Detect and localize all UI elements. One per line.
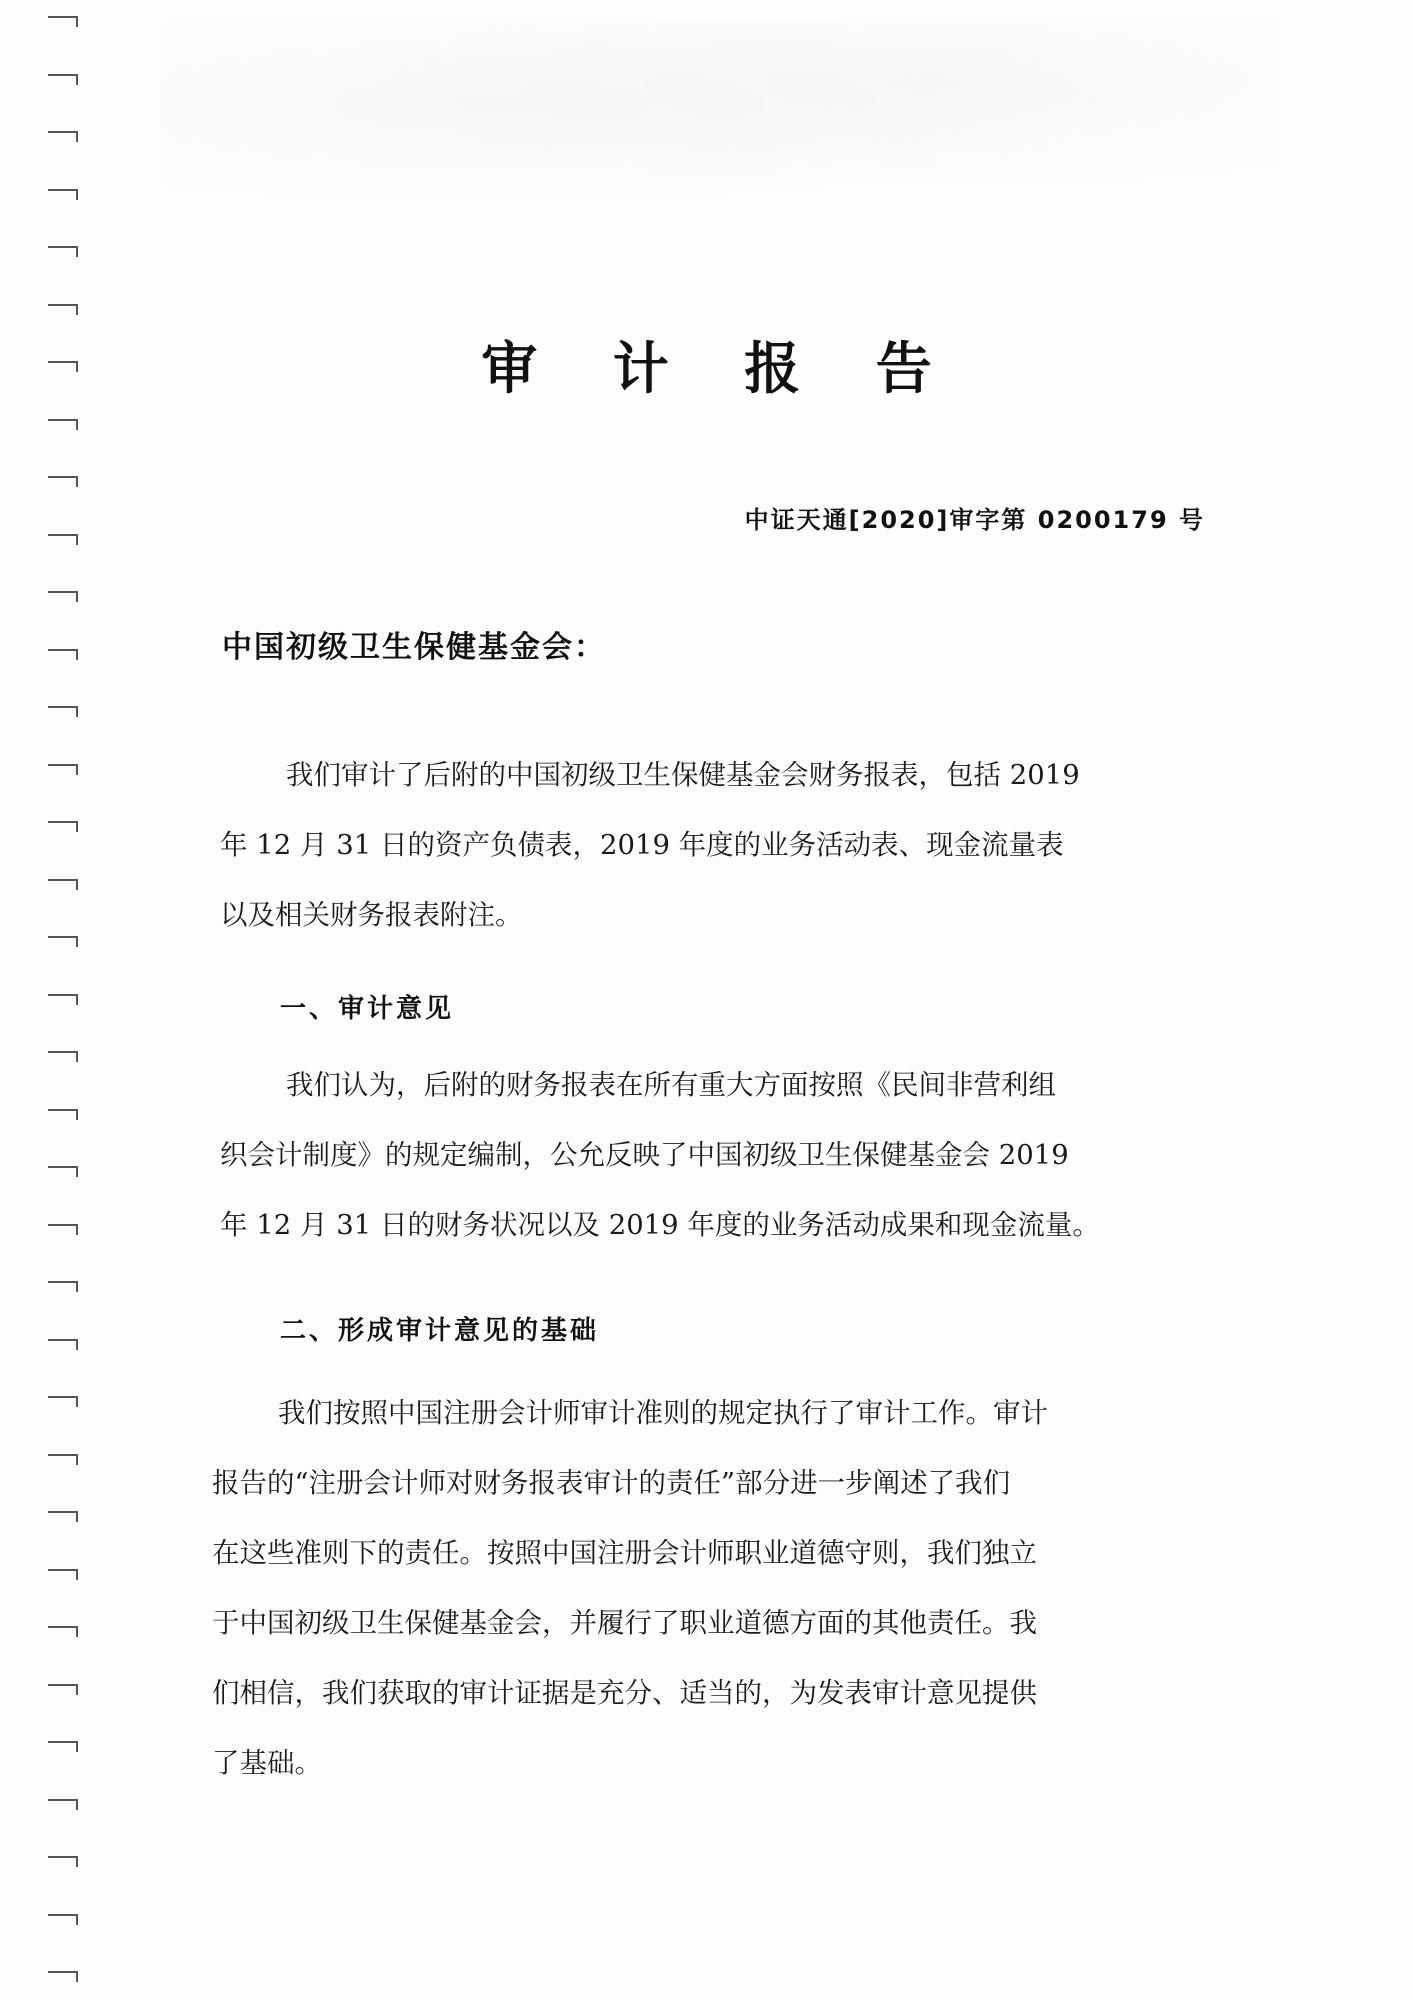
- binding-mark: [48, 1224, 78, 1235]
- binding-mark: [48, 1569, 78, 1580]
- binding-mark: [48, 131, 78, 142]
- binding-mark: [48, 879, 78, 890]
- addressee: 中国初级卫生保健基金会：: [222, 630, 606, 665]
- binding-mark: [48, 821, 78, 832]
- binding-mark: [48, 706, 78, 717]
- binding-mark: [48, 1856, 78, 1867]
- binding-mark: [48, 74, 78, 85]
- binding-mark: [48, 1166, 78, 1177]
- document-number: 中证天通[2020]审字第 0200179 号: [744, 506, 1205, 534]
- binding-mark: [48, 1626, 78, 1637]
- binding-mark: [48, 1109, 78, 1120]
- section2-line4: 于中国初级卫生保健基金会，并履行了职业道德方面的其他责任。我: [212, 1607, 1037, 1639]
- section1-line1: 我们认为，后附的财务报表在所有重大方面按照《民间非营利组: [286, 1069, 1056, 1101]
- binding-mark: [48, 1396, 78, 1407]
- binding-mark: [48, 534, 78, 545]
- binding-mark: [48, 1799, 78, 1810]
- binding-mark: [48, 304, 78, 315]
- binding-mark: [48, 936, 78, 947]
- binding-mark: [48, 649, 78, 660]
- document-title: 审 计 报 告: [481, 337, 960, 402]
- section2-line2: 报告的“注册会计师对财务报表审计的责任”部分进一步阐述了我们: [212, 1467, 1011, 1499]
- binding-mark: [48, 246, 78, 257]
- binding-mark: [48, 1741, 78, 1752]
- binding-mark: [48, 1454, 78, 1465]
- binding-mark: [48, 476, 78, 487]
- section2-line6: 了基础。: [212, 1747, 322, 1779]
- binding-mark: [48, 1051, 78, 1062]
- binding-mark: [48, 764, 78, 775]
- section1-heading: 一、审计意见: [280, 994, 455, 1024]
- binding-mark: [48, 16, 78, 27]
- section2-heading: 二、形成审计意见的基础: [280, 1316, 600, 1346]
- binding-mark: [48, 1971, 78, 1982]
- section2-line1: 我们按照中国注册会计师审计准则的规定执行了审计工作。审计: [278, 1397, 1048, 1429]
- paragraph1-line2: 年 12 月 31 日的资产负债表，2019 年度的业务活动表、现金流量表: [220, 829, 1064, 861]
- section2-line5: 们相信，我们获取的审计证据是充分、适当的，为发表审计意见提供: [212, 1677, 1037, 1709]
- scan-noise: [160, 20, 1280, 230]
- binding-mark: [48, 1914, 78, 1925]
- section1-line3: 年 12 月 31 日的财务状况以及 2019 年度的业务活动成果和现金流量。: [220, 1209, 1100, 1241]
- binding-mark: [48, 419, 78, 430]
- binding-mark: [48, 1281, 78, 1292]
- binding-mark: [48, 994, 78, 1005]
- binding-mark: [48, 1511, 78, 1522]
- binding-mark: [48, 1339, 78, 1350]
- binding-mark: [48, 591, 78, 602]
- binding-mark: [48, 1684, 78, 1695]
- binding-mark: [48, 189, 78, 200]
- paragraph1-line1: 我们审计了后附的中国初级卫生保健基金会财务报表，包括 2019: [286, 759, 1080, 791]
- paragraph1-line3: 以及相关财务报表附注。: [220, 899, 523, 931]
- binding-holes: [40, 0, 80, 2000]
- section1-line2: 织会计制度》的规定编制，公允反映了中国初级卫生保健基金会 2019: [220, 1139, 1069, 1171]
- section2-line3: 在这些准则下的责任。按照中国注册会计师职业道德守则，我们独立: [212, 1537, 1037, 1569]
